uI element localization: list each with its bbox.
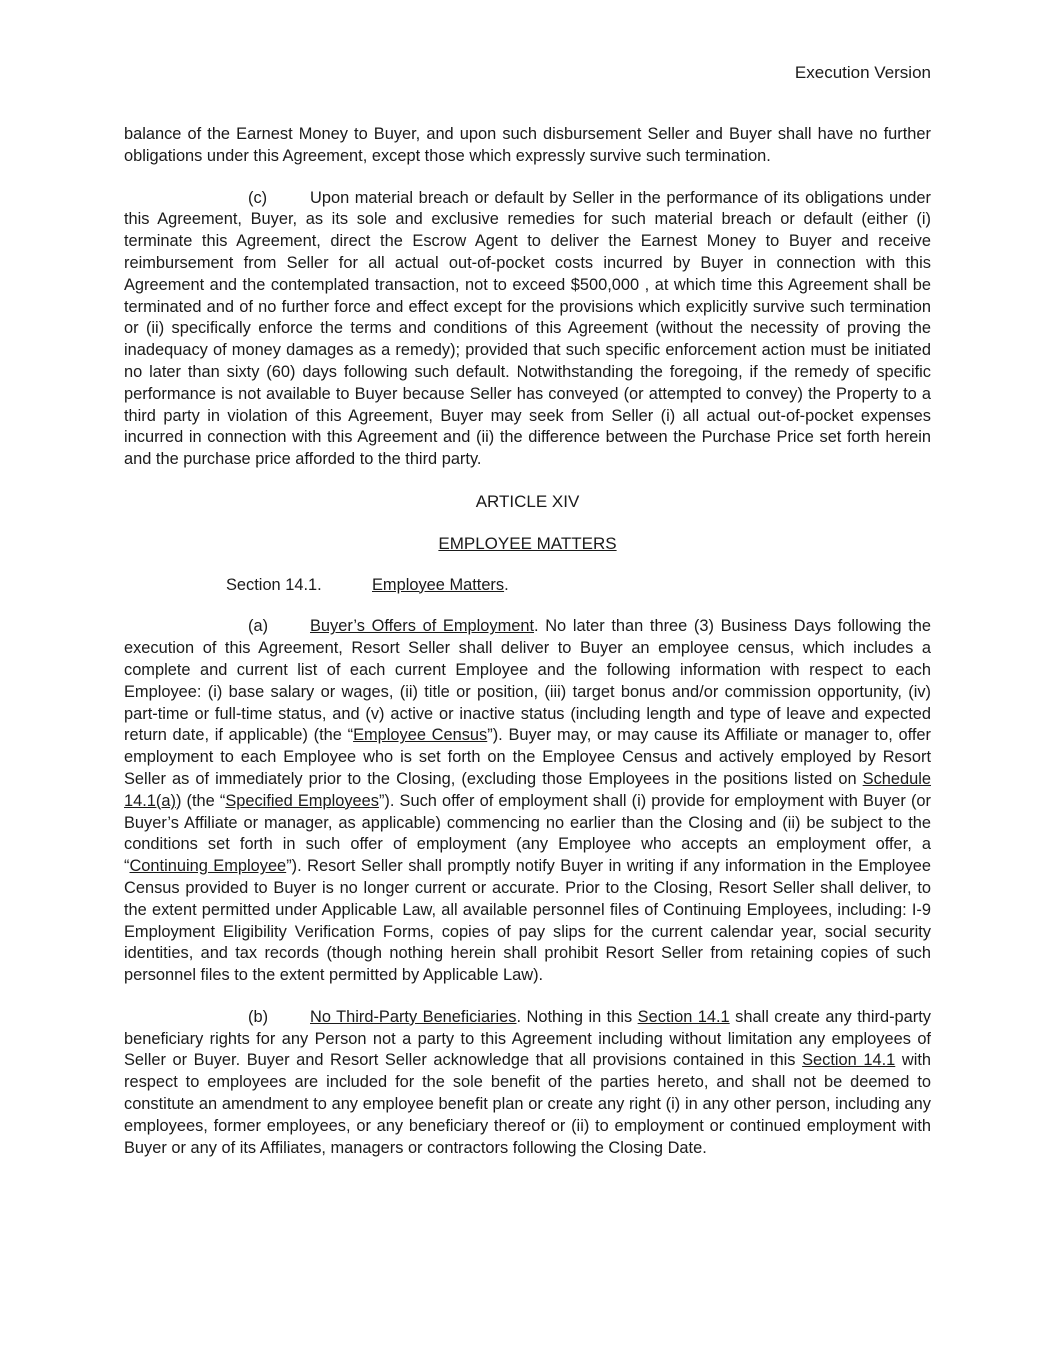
section-title: Employee Matters [372,575,505,594]
section-number: Section 14.1. [226,575,322,594]
paragraph-a-label: (a) [248,617,269,636]
section-heading [124,575,931,597]
schedule-reference: Schedule 14.1(a) [124,769,931,810]
article-number: ARTICLE XIV [475,491,580,511]
defined-term-continuing-employee: Continuing Employee [129,857,287,876]
paragraph-a-text-1: . No later than three (3) Business Days following the execution of this Agreement, Resort Seller shall deliver to Buyer an employee census, which includes a complete and current list of each current Employee and the following information with respect to each Employee: (i) base salary or wages, (ii) title or position, (iii) target bonus and/or commission opportunity, (iv) part-time or full-time status, and (v) active or inactive status (including length and type of leave and expected return date, if applicable) (the “ [124,617,931,745]
paragraph-b-text-3: with respect to employees are included for the sole benefit of the parties hereto, and shall not be deemed to constitute an amendment to any employee benefit plan or create any right (i) in any other person, including any employees, former employees, or any beneficiary thereof or (ii) to employment or continued employment with Buyer or any of its Affiliates, managers or contractors following the Closing Date. [124,1051,932,1157]
defined-term-employee-census: Employee Census [353,726,488,745]
paragraph-b-heading: No Third-Party Beneficiaries [310,1007,517,1026]
paragraph-b-text-2: shall create any third-party beneficiary rights for any Person not a party to this Agreement including without limitation any employees of Seller or Buyer. Buyer and Resort Seller acknowledge that all provisions contained in this [124,1007,931,1070]
paragraph-continuation: balance of the Earnest Money to Buyer, and upon such disbursement Seller and Buyer shall have no further obligations under this Agreement, except those which expressly survive such termination. [124,125,931,165]
section-reference-1: Section 14.1 [637,1007,730,1026]
paragraph-a-text-4: ”). Such offer of employment shall (i) provide for employment with Buyer (or Buyer’s Affiliate or manager, as applicable) commencing no earlier than the Closing and (ii) be subject to the conditions set forth in such offer of employment (any Employee who accepts an employment offer, a “ [124,791,931,876]
paragraph-a-text-3: ) (the “ [175,791,226,810]
paragraph-b-label: (b) [248,1007,269,1026]
section-title-end: . [504,575,509,594]
paragraph-b [124,1007,931,1160]
paragraph-a-text-2: ”). Buyer may, or may cause its Affiliate or manager to, offer employment to each Employee who is set forth on the Employee Census and actively employed by Resort Seller as of immediately prior to the Closing, (excluding those Employees in the positions listed on [124,726,931,788]
article-title [124,533,931,555]
paragraph-c [124,188,931,471]
paragraph-a-text-5: ”). Resort Seller shall promptly notify Buyer in writing if any information in the Employee Census provided to Buyer is no longer current or accurate. Prior to the Closing, Resort Seller shall deliver, to the extent permitted under Applicable Law, all available personnel files of Continuing Employees, including: I-9 Employment Eligibility Verification Forms, copies of pay slips for the current calendar year, social security identities, and tax records (though nothing herein shall prohibit Resort Seller from retaining copies of such personnel files to the extent permitted by Applicable Law). [124,857,931,985]
document-body [124,124,931,1179]
paragraph-b-text-1: . Nothing in this [516,1007,638,1026]
paragraph-c-label: (c) [248,188,268,207]
paragraph-c-text: Upon material breach or default by Seller in the performance of its obligations under this Agreement, Buyer, as its sole and exclusive remedies for such material breach or default (either (i) terminate this Agreement, direct the Escrow Agent to deliver the Earnest Money to Buyer and receive reimbursement from Seller for all actual out-of-pocket costs incurred by Buyer in connection with this Agreement and the contemplated transaction, not to exceed $500,000 , at which time this Agreement shall be terminated and of no further force and effect except for the provisions which explicitly survive such termination or (ii) specifically enforce the terms and conditions of this Agreement (without the necessity of proving the inadequacy of money damages as a remedy); provided that such specific enforcement action must be initiated no later than sixty (60) days following such default. Notwithstanding the foregoing, if the remedy of specific performance is not available to Buyer because Seller has conveyed (or attempted to convey) the Property to a third party in violation of this Agreement, Buyer may seek from Seller (i) all actual out-of-pocket expenses incurred in connection with this Agreement and (ii) the difference between the Purchase Price set forth herein and the purchase price afforded to the third party. [124,188,931,469]
paragraph-a [124,616,931,987]
paragraph-a-heading: Buyer’s Offers of Employment [310,617,535,636]
section-reference-2: Section 14.1 [802,1051,896,1070]
execution-version-header: Execution Version [794,63,931,82]
article-title-text: EMPLOYEE MATTERS [438,533,617,553]
defined-term-specified-employees: Specified Employees [225,791,379,810]
